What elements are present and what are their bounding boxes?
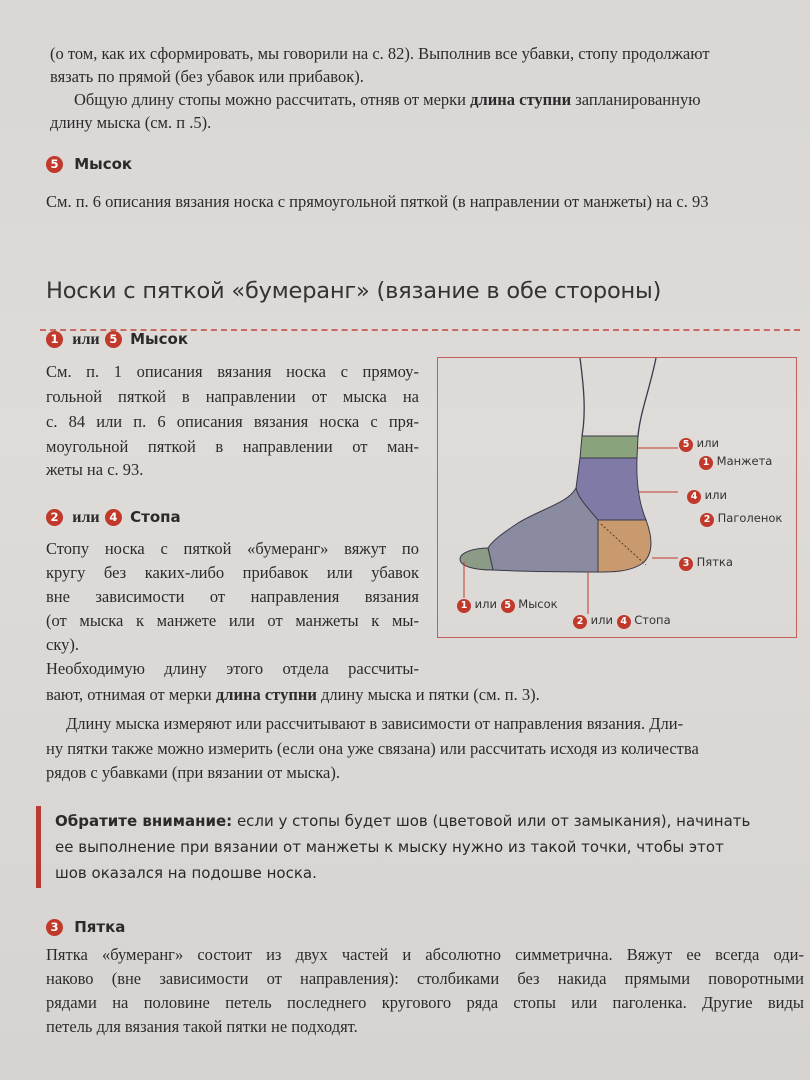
text-line: рядов с убавками (при вязании от мыска). [46, 763, 340, 782]
step-number-badge: 3 [679, 557, 693, 571]
text-line: вне зависимости от направления вязания [46, 587, 419, 606]
label-sep: или [474, 597, 497, 611]
text-run: запланированную [571, 90, 701, 109]
label-leg [687, 488, 727, 504]
leg-outline [638, 358, 656, 436]
text-run: если у стопы будет шов (цветовой или от замыкания), начинать [232, 812, 751, 830]
section-2-heading [46, 508, 181, 527]
note-line [55, 808, 805, 834]
text-line: петель для вязания такой пятки не подходят. [46, 1017, 358, 1036]
text-line: ску). [46, 635, 79, 654]
heading-text: Мысок [130, 330, 188, 348]
step-number-badge: 5 [105, 331, 122, 348]
label-text: Пятка [696, 555, 733, 569]
label-text: Манжета [716, 454, 773, 468]
label-text: Мысок [518, 597, 558, 611]
step-number-badge: 2 [46, 509, 63, 526]
text-line: моугольной пяткой в направлении от ман- [46, 437, 419, 456]
label-text: Паголенок [717, 511, 783, 525]
step-number-badge: 5 [501, 599, 515, 613]
heading-text: Пятка [74, 918, 126, 936]
text-line: (от мыска к манжете или от манжеты к мы- [46, 611, 419, 630]
text-run: вают, отнимая от мерки [46, 685, 216, 704]
page-title: Носки с пяткой «бумеранг» (вязание в обе стороны) [46, 278, 662, 304]
step-number-badge: 1 [457, 599, 471, 613]
text-line: Необходимую длину этого отдела рассчиты- [46, 659, 419, 678]
label-toe [457, 597, 558, 613]
text-line: Пятка «бумеранг» состоит из двух частей и абсолютно симметрична. Вяжут ее всегда оди- [46, 945, 804, 964]
text-line: кругу без каких-либо прибавок или убавок [46, 563, 419, 582]
text-line: жеты на с. 93. [46, 460, 144, 479]
section-3-heading [46, 918, 125, 936]
step-number-badge: 4 [105, 509, 122, 526]
text-line: (о том, как их сформировать, мы говорили на с. 82). Выполнив все убавки, стопу продолжают [50, 44, 710, 63]
text-line: вязать по прямой (без убавок или прибавок). [50, 67, 364, 86]
toe-segment [460, 548, 493, 570]
step-number-badge: 3 [46, 919, 63, 936]
cuff-segment [580, 436, 638, 458]
text-line: См. п. 1 описания вязания носка с прямоу- [46, 362, 419, 381]
step-number-badge: 1 [699, 456, 713, 470]
step-number-badge: 4 [687, 490, 701, 504]
heading-sep: или [72, 509, 100, 526]
heading-text: Мысок [74, 155, 133, 173]
text-line: ну пятки также можно измерить (если она уже связана) или рассчитать исходя из количества [46, 739, 699, 758]
heading-text: Стопа [130, 508, 181, 526]
label-cuff-name [699, 454, 772, 470]
text-line: наково (вне зависимости от направления): столбиками без накида прямыми поворотными [46, 969, 804, 988]
text-line: рядами на половине петель последнего кругового ряда стопы или паголенка. Другие виды [46, 993, 804, 1012]
label-sep: или [696, 436, 719, 450]
section-1-heading [46, 330, 188, 349]
step-number-badge: 1 [46, 331, 63, 348]
text-run: длину мыска и пятки (см. п. 3). [316, 685, 540, 704]
text-line: См. п. 6 описания вязания носка с прямоугольной пяткой (в направлении от манжеты) на с. 93 [46, 192, 709, 211]
label-sep: или [704, 488, 727, 502]
foot-segment [488, 488, 598, 572]
step-number-badge: 5 [46, 156, 63, 173]
label-text: Стопа [634, 613, 671, 627]
label-cuff [679, 436, 719, 452]
note-line: шов оказался на подошве носка. [55, 864, 317, 882]
label-foot [573, 613, 671, 629]
term-bold: длина ступни [215, 685, 317, 704]
sock-illustration [438, 358, 795, 636]
step-number-badge: 2 [700, 513, 714, 527]
heading-sep: или [72, 331, 100, 348]
text-line: длину мыска (см. п .5). [50, 113, 212, 132]
text-line [46, 683, 806, 706]
term-bold: длина ступни [470, 90, 572, 109]
text-line: Стопу носка с пяткой «бумеранг» вяжут по [46, 539, 419, 558]
label-sep: или [590, 613, 613, 627]
sock-diagram [437, 357, 797, 638]
note-label: Обратите внимание: [55, 812, 233, 830]
step-number-badge: 4 [617, 615, 631, 629]
note-text [55, 808, 805, 886]
text-line: с. 84 или п. 6 описания вязания носка с пря- [46, 412, 419, 431]
text-line: гольной пяткой в направлении от мыска на [46, 387, 419, 406]
text-line: Длину мыска измеряют или рассчитывают в зависимости от направления вязания. Дли- [66, 714, 684, 733]
section-5-heading [46, 155, 132, 173]
step-number-badge: 2 [573, 615, 587, 629]
text-line [74, 88, 804, 111]
text-run: Общую длину стопы можно рассчитать, отняв от мерки [74, 90, 471, 109]
leg-outline [580, 358, 584, 436]
step-number-badge: 5 [679, 438, 693, 452]
label-leg-name [700, 511, 782, 527]
label-heel [679, 555, 733, 571]
note-line: ее выполнение при вязании от манжеты к мыску нужно из такой точки, чтобы этот [55, 838, 724, 856]
attention-note [36, 806, 809, 888]
